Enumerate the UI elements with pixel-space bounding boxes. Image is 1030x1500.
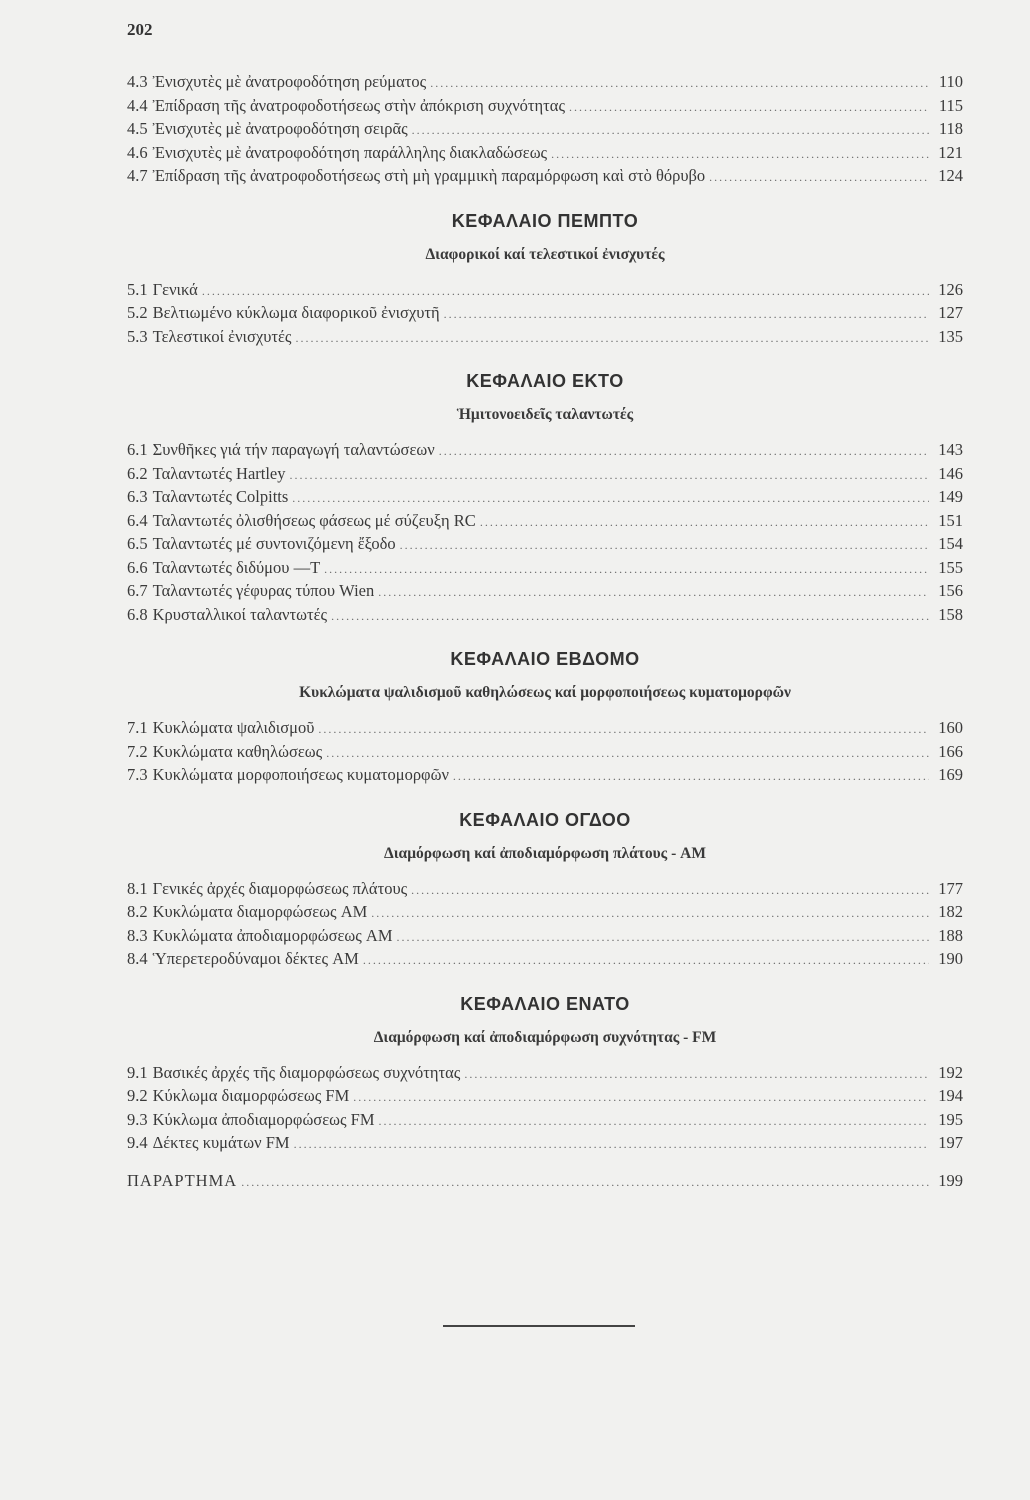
chapter-subtitle: Διαμόρφωση καί ἀποδιαμόρφωση πλάτους - AM [384,844,706,862]
entry-title: Κύκλωμα διαμορφώσεως FM [152,1086,350,1105]
entry-number: 9.1 [127,1062,148,1082]
dot-leader [292,487,929,511]
toc-entry-4-7 [127,164,963,188]
entry-number: 9.3 [127,1109,148,1129]
entry-number: 4.5 [127,119,148,138]
entry-page: 126 [938,279,963,299]
toc-entry-8-2 [127,900,963,924]
dot-leader [353,1086,929,1110]
entry-title: ΠΑΡΑΡΤΗΜΑ [127,1170,238,1190]
table-of-contents [127,70,963,1192]
dot-leader [324,558,929,582]
dot-leader [569,96,929,120]
toc-entry-6-3 [127,485,963,509]
entry-number: 5.1 [127,279,148,299]
toc-entry-5-1 [127,278,963,302]
dot-leader [379,1110,930,1134]
entry-title: Ταλαντωτές διδύμου —T [152,557,321,577]
entry-title: Κύκλωμα ἀποδιαμορφώσεως FM [152,1109,375,1129]
entry-title: Δέκτες κυμάτων FM [152,1133,290,1152]
toc-entry-7-2 [127,740,963,764]
entry-title: Ἐνισχυτὲς μὲ ἀνατροφοδότηση ρεύματος [152,72,427,91]
toc-entry-6-7 [127,579,963,603]
entry-page: 188 [938,925,963,945]
toc-section-chapter-4 [127,70,963,188]
toc-entry-5-2 [127,301,963,325]
entry-page: 154 [938,534,963,553]
entry-number: 4.4 [127,95,148,115]
entry-title: Συνθῆκες γιά τήν παραγωγή ταλαντώσεων [152,440,435,459]
entry-number: 9.2 [127,1086,148,1105]
page-number: 202 [127,20,153,39]
entry-title: Τελεστικοί ἐνισχυτές [152,326,292,346]
entry-title: Κυκλώματα διαμορφώσεως AM [152,902,368,921]
dot-leader [411,879,929,903]
dot-leader [397,926,929,950]
entry-title: Κυκλώματα καθηλώσεως [152,741,323,761]
entry-title: Κυκλώματα ἀποδιαμορφώσεως AM [152,925,393,945]
chapter-heading: ΚΕΦΑΛΑΙΟ ΕΒΔΟΜΟ [450,649,640,669]
toc-section-chapter-6 [127,366,963,626]
entry-title: Ταλαντωτές μέ συντονιζόμενη ἔξοδο [152,534,396,553]
dot-leader [331,605,929,629]
toc-entry-9-1 [127,1061,963,1085]
chapter-subtitle: Διαφορικοί καί τελεστικοί ἐνισχυτές [425,245,665,263]
entry-title: Κυκλώματα ψαλιδισμοῦ [152,718,315,737]
dot-leader [290,464,929,488]
toc-entry-4-5 [127,117,963,141]
entry-number: 9.4 [127,1133,148,1152]
entry-number: 6.5 [127,534,148,553]
toc-entry-4-3 [127,70,963,94]
entry-number: 6.1 [127,440,148,459]
toc-entry-6-1 [127,438,963,462]
entry-number: 8.3 [127,925,148,945]
dot-leader [326,742,929,766]
entry-number: 6.2 [127,463,148,483]
dot-leader [709,166,929,190]
entry-page: 151 [938,510,963,530]
entry-page: 197 [938,1133,963,1152]
dot-leader [318,718,929,742]
entry-number: 8.1 [127,878,148,898]
entry-number: 6.6 [127,557,148,577]
dot-leader [480,511,929,535]
entry-page: 199 [938,1170,963,1190]
dot-leader [371,902,929,926]
chapter-subtitle: Κυκλώματα ψαλιδισμοῦ καθηλώσεως καί μορφοποιήσεως κυματομορφῶν [299,684,791,701]
toc-entry-4-4 [127,94,963,118]
entry-page: 194 [938,1086,963,1105]
entry-page: 195 [938,1109,963,1129]
chapter-heading: ΚΕΦΑΛΑΙΟ ΕΝΑΤΟ [460,993,630,1014]
entry-number: 7.2 [127,741,148,761]
entry-number: 8.2 [127,902,148,921]
entry-title: Γενικές ἀρχές διαμορφώσεως πλάτους [152,878,408,898]
toc-entry-7-1 [127,716,963,740]
toc-entry-appendix [127,1169,963,1193]
chapter-heading: ΚΕΦΑΛΑΙΟ ΕΚΤΟ [466,371,624,391]
entry-number: 6.7 [127,581,148,600]
entry-title: Ἐνισχυτὲς μὲ ἀνατροφοδότηση παράλληλης διακλαδώσεως [152,142,548,162]
toc-section-chapter-7 [127,644,963,787]
entry-number: 6.3 [127,487,148,506]
toc-entry-8-3 [127,924,963,948]
entry-number: 6.4 [127,510,148,530]
entry-page: 121 [938,142,963,162]
dot-leader [464,1063,929,1087]
entry-number: 7.1 [127,718,148,737]
toc-entry-6-4 [127,509,963,533]
chapter-heading: ΚΕΦΑΛΑΙΟ ΟΓΔΟΟ [459,809,631,830]
entry-title: Ἐνισχυτὲς μὲ ἀνατροφοδότηση σειρᾶς [152,119,408,138]
entry-title: Ἐπίδραση τῆς ἀνατροφοδοτήσεως στὴν ἀπόκριση συχνότητας [152,95,565,115]
entry-page: 115 [938,95,963,115]
entry-number: 4.7 [127,166,148,185]
dot-leader [412,119,929,143]
entry-page: 118 [938,119,963,138]
toc-entry-8-1 [127,877,963,901]
dot-leader [294,1133,929,1157]
entry-number: 4.6 [127,142,148,162]
toc-section-chapter-9 [127,989,963,1155]
toc-section-chapter-8 [127,805,963,971]
toc-entry-9-2 [127,1084,963,1108]
entry-title: Ἐπίδραση τῆς ἀνατροφοδοτήσεως στὴ μὴ γραμμικὴ παραμόρφωση καὶ στὸ θόρυβο [152,166,706,185]
entry-page: 135 [938,326,963,346]
entry-page: 156 [938,581,963,600]
dot-leader [378,581,929,605]
dot-leader [444,303,929,327]
entry-title: Ταλαντωτές γέφυρας τύπου Wien [152,581,375,600]
toc-section-chapter-5 [127,206,963,349]
dot-leader [363,949,929,973]
entry-number: 7.3 [127,765,148,784]
dot-leader [439,440,929,464]
entry-title: Βασικές ἀρχές τῆς διαμορφώσεως συχνότητας [152,1062,461,1082]
toc-entry-8-4 [127,947,963,971]
toc-entry-7-3 [127,763,963,787]
entry-page: 182 [938,902,963,921]
entry-page: 143 [938,440,963,459]
toc-entry-4-6 [127,141,963,165]
entry-page: 127 [938,303,963,322]
entry-number: 6.8 [127,604,148,624]
chapter-subtitle: Διαμόρφωση καί ἀποδιαμόρφωση συχνότητας - FM [373,1028,717,1046]
toc-entry-6-2 [127,462,963,486]
toc-entry-5-3 [127,325,963,349]
dot-leader [453,765,929,789]
entry-number: 4.3 [127,72,148,91]
chapter-heading: ΚΕΦΑΛΑΙΟ ΠΕΜΠΤΟ [451,210,639,231]
toc-entry-6-6 [127,556,963,580]
entry-page: 146 [938,463,963,483]
entry-page: 169 [938,765,963,784]
entry-page: 160 [938,718,963,737]
entry-title: Ταλαντωτές ὀλισθήσεως φάσεως μέ σύζευξη RC [152,510,476,530]
toc-entry-6-8 [127,603,963,627]
entry-title: Κρυσταλλικοί ταλαντωτές [152,604,328,624]
entry-page: 149 [938,487,963,506]
entry-page: 124 [938,166,963,185]
entry-page: 110 [938,72,963,91]
entry-page: 177 [938,878,963,898]
dot-leader [400,534,929,558]
entry-page: 158 [938,604,963,624]
end-rule [443,1325,635,1327]
entry-page: 166 [938,741,963,761]
entry-number: 5.3 [127,326,148,346]
entry-page: 155 [938,557,963,577]
entry-page: 190 [938,949,963,968]
dot-leader [295,327,929,351]
entry-title: Βελτιωμένο κύκλωμα διαφορικοῦ ἐνισχυτῆ [152,303,440,322]
entry-page: 192 [938,1062,963,1082]
dot-leader [430,72,929,96]
dot-leader [551,143,929,167]
toc-entry-9-4 [127,1131,963,1155]
entry-number: 5.2 [127,303,148,322]
dot-leader [202,280,929,304]
entry-title: Ταλαντωτές Hartley [152,463,286,483]
toc-entry-6-5 [127,532,963,556]
entry-title: Κυκλώματα μορφοποιήσεως κυματομορφῶν [152,765,449,784]
entry-number: 8.4 [127,949,148,968]
dot-leader [241,1171,929,1195]
toc-entry-9-3 [127,1108,963,1132]
entry-title: Γενικά [152,279,198,299]
entry-title: Ταλαντωτές Colpitts [152,487,289,506]
entry-title: Ὑπερετεροδύναμοι δέκτες AM [152,949,359,968]
chapter-subtitle: Ἡμιτονοειδεῖς ταλαντωτές [456,406,634,423]
